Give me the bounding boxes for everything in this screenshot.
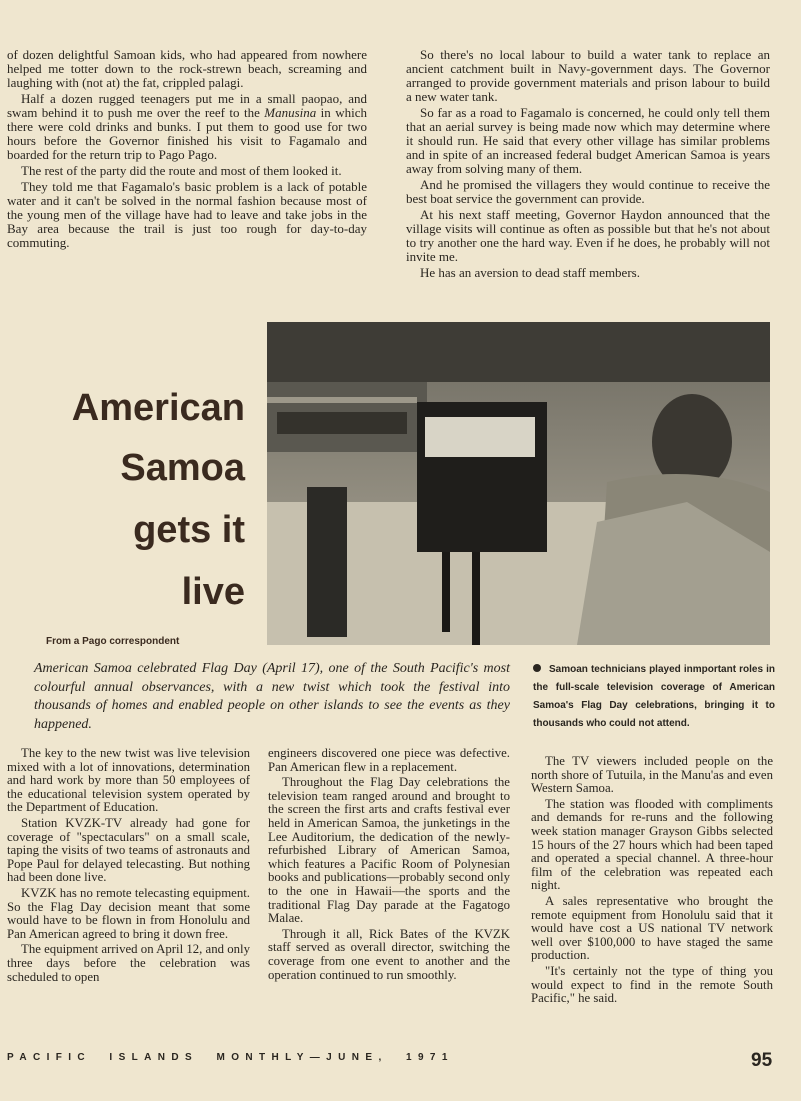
paragraph: He has an aversion to dead staff members. [420, 265, 640, 280]
paragraph: engineers discovered one piece was defective. Pan American flew in a replacement. [268, 746, 510, 774]
paragraph: "It's certainly not the type of thing you would expect to find in the remote South Pacific," he said. [531, 963, 773, 1006]
paragraph: Half a dozen rugged teenagers put me in a small paopao, and swam behind it to push me over the reef to the Manusina in which there were cold drinks and bunks. I put them to good use for two hours before the Governor finished his visit to Fagamalo and boarded for the return trip to Pago Pago. [7, 91, 367, 162]
caption-text: Samoan technicians played inmportant roles in the full-scale television coverage of American Samoa's Flag Day celebrations, bringing it to thousands who could not attend. [533, 664, 775, 729]
paragraph: The equipment arrived on April 12, and only three days before the celebration was scheduled to open [7, 942, 250, 984]
intro-paragraph: American Samoa celebrated Flag Day (April 17), one of the South Pacific's most colourful annual observances, with a new twist which took the festival into thousands of homes and enabled people on other islands to see the events as they happened. [34, 661, 510, 732]
boat-name: Manusina [264, 105, 317, 120]
paragraph: The key to the new twist was live television mixed with a lot of innovations, determination and hard work by more than 50 employees of the educational television system operated by the Department of Education. [7, 746, 250, 815]
paragraph: KVZK has no remote telecasting equipment. So the Flag Day decision meant that some would have to be flown in from Honolulu and Pan American agreed to bring it down free. [7, 885, 250, 941]
bottom-middle-column [268, 747, 510, 984]
byline: From a Pago correspondent [46, 636, 180, 647]
paragraph: And he promised the villagers they would continue to receive the best boat service the government can provide. [406, 177, 770, 206]
bottom-right-column [531, 755, 773, 1008]
top-right-column [406, 48, 770, 282]
headline-line-3: gets it [133, 509, 245, 551]
paragraph: The TV viewers included people on the north shore of Tutuila, in the Manu'as and even Western Samoa. [531, 754, 773, 796]
top-left-column [7, 48, 367, 252]
tv-camera-photo [267, 322, 770, 645]
headline-line-4: live [181, 571, 245, 613]
paragraph: Throughout the Flag Day celebrations the television team ranged around and brought to the screen the first arts and crafts festival ever held in American Samoa, the junketings in the Lee Auditorium, the dedication of the newly-refurbished Library of American Samoa, which features a Pacific Room of Polynesian books and publications—probably second only to the one in Hawaii—the sports and the traditional Flag Day parade at the Fagatogo Malae. [268, 775, 510, 926]
paragraph: The rest of the party did the route and most of them looked it. [21, 163, 342, 178]
paragraph: The station was flooded with compliments and demands for re-runs and the following week station manager Grayson Gibbs selected 15 hours of the 27 hours which had been taped and operated a special channel. A three-hour film of the celebration was repeated each night. [531, 796, 773, 893]
bottom-left-column [7, 747, 250, 986]
paragraph: They told me that Fagamalo's basic problem is a lack of potable water and it can't be solved in the normal fashion because most of the young men of the village have had to leave and take jobs in the Bay area because the trail is just too rough for day-to-day commuting. [7, 179, 367, 250]
paragraph: So there's no local labour to build a water tank to replace an ancient catchment built in Navy-government days. The Governor arranged to provide government materials and prison labour to build a new water tank. [406, 47, 770, 104]
headline-line-1: American [71, 387, 245, 429]
paragraph: Station KVZK-TV already had gone for coverage of "spectaculars" on a small scale, taping the visits of two teams of astronauts and Pope Paul for delayed telecasting. But nothing had been done live. [7, 815, 250, 885]
headline-line-2: Samoa [120, 447, 245, 489]
bullet-icon [533, 664, 541, 672]
paragraph: Through it all, Rick Bates of the KVZK staff served as overall director, switching the coverage from one event to another and the operation continued to run smoothly. [268, 926, 510, 982]
page-number: 95 [751, 1050, 773, 1071]
paragraph: A sales representative who brought the remote equipment from Honolulu said that it would have cost a US national TV network well over $100,000 to have staged the same production. [531, 893, 773, 963]
paragraph: At his next staff meeting, Governor Haydon announced that the village visits will continue as often as possible but that he's not about to try another one the hard way. Even if he does, he probably will not invite me. [406, 207, 770, 264]
paragraph: of dozen delightful Samoan kids, who had appeared from nowhere helped me totter down to the rock-strewn beach, screaming and laughing with (not at) the fat, crippled palagi. [7, 47, 367, 90]
photo-caption [533, 661, 775, 733]
photo-illustration [267, 322, 770, 645]
paragraph: So far as a road to Fagamalo is concerned, he could only tell them that an aerial survey is being made now which may determine where it should run. He said that every other village has similar problems and in spite of an increased federal budget American Samoa is years away from solving many of them. [406, 105, 770, 176]
footer-publication: PACIFIC ISLANDS MONTHLY—JUNE, 1971 [7, 1052, 454, 1063]
